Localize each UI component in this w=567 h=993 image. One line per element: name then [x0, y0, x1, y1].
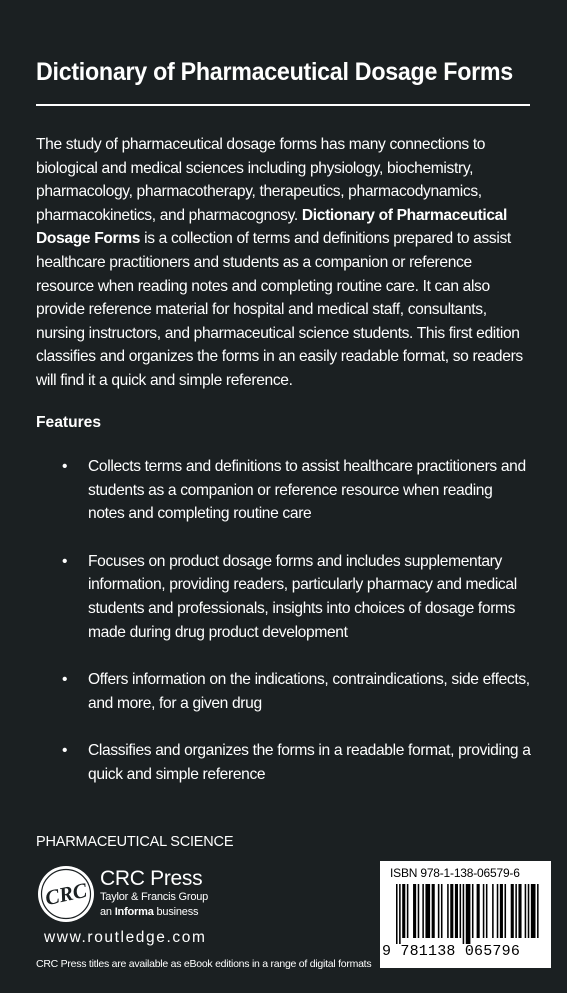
svg-text:CRC: CRC [42, 877, 90, 911]
publisher-website: www.routledge.com [44, 929, 207, 946]
bullet-icon: • [62, 671, 68, 689]
bullet-icon: • [62, 742, 68, 760]
feature-text: Focuses on product dosage forms and includes supplementary information, providing readers, particularly pharmacy and medical students and professionals, insights into choices of dosage forms made during drug product development [88, 552, 517, 641]
intro-text-part2: is a collection of terms and definitions prepared to assist healthcare practitioners and students as a companion or reference resource when reading notes and completing routine care. It can also provide reference material for hospital and medical staff, consultants, nursing instructors, and pharmaceutical science students. This first edition classifies and organizes the forms in an easily readable format, so readers will find it a quick and simple reference. [36, 230, 523, 389]
intro-bold-title: Dictionary of Pharmaceutical Dosage Forms [36, 206, 507, 248]
crc-logo-icon [38, 866, 94, 922]
feature-item [36, 550, 532, 644]
publisher-name: CRC Press [100, 867, 203, 890]
feature-item [36, 455, 532, 526]
barcode-digits: 9 781138 065796 [382, 943, 521, 960]
feature-item [36, 739, 532, 786]
barcode-panel [380, 861, 551, 968]
bullet-icon: • [62, 552, 68, 570]
feature-text: Offers information on the indications, contraindications, side effects, and more, for a given drug [88, 671, 530, 712]
informa-suffix: business [153, 906, 199, 918]
features-heading: Features [36, 414, 102, 431]
feature-text: Collects terms and definitions to assist healthcare practitioners and students as a companion or reference resource when reading notes and completing routine care [88, 458, 526, 523]
ebook-note: CRC Press titles are available as eBook editions in a range of digital formats [36, 958, 372, 970]
publisher-group: Taylor & Francis Group [100, 891, 209, 903]
feature-text: Classifies and organizes the forms in a readable format, providing a quick and simple reference [88, 742, 531, 783]
bullet-icon: • [62, 458, 68, 475]
barcode-icon [390, 884, 541, 944]
book-title: Dictionary of Pharmaceutical Dosage Forms [36, 58, 513, 86]
intro-text-part1: The study of pharmaceutical dosage forms has many connections to biological and medical sciences including physiology, biochemistry, pharmacology, pharmacotherapy, therapeutics, pharmacodynamics, pharmacokinetics, and pharmacognosy. [36, 136, 486, 224]
features-list [36, 455, 532, 811]
isbn-label: ISBN 978-1-138-06579-6 [390, 866, 520, 880]
title-divider [36, 104, 530, 106]
publisher-block [100, 868, 208, 919]
subject-category: PHARMACEUTICAL SCIENCE [36, 834, 234, 850]
informa-line [100, 905, 208, 919]
feature-item [36, 668, 532, 715]
intro-paragraph [36, 133, 532, 393]
informa-prefix: an [100, 906, 115, 918]
informa-bold: Informa [114, 906, 154, 918]
